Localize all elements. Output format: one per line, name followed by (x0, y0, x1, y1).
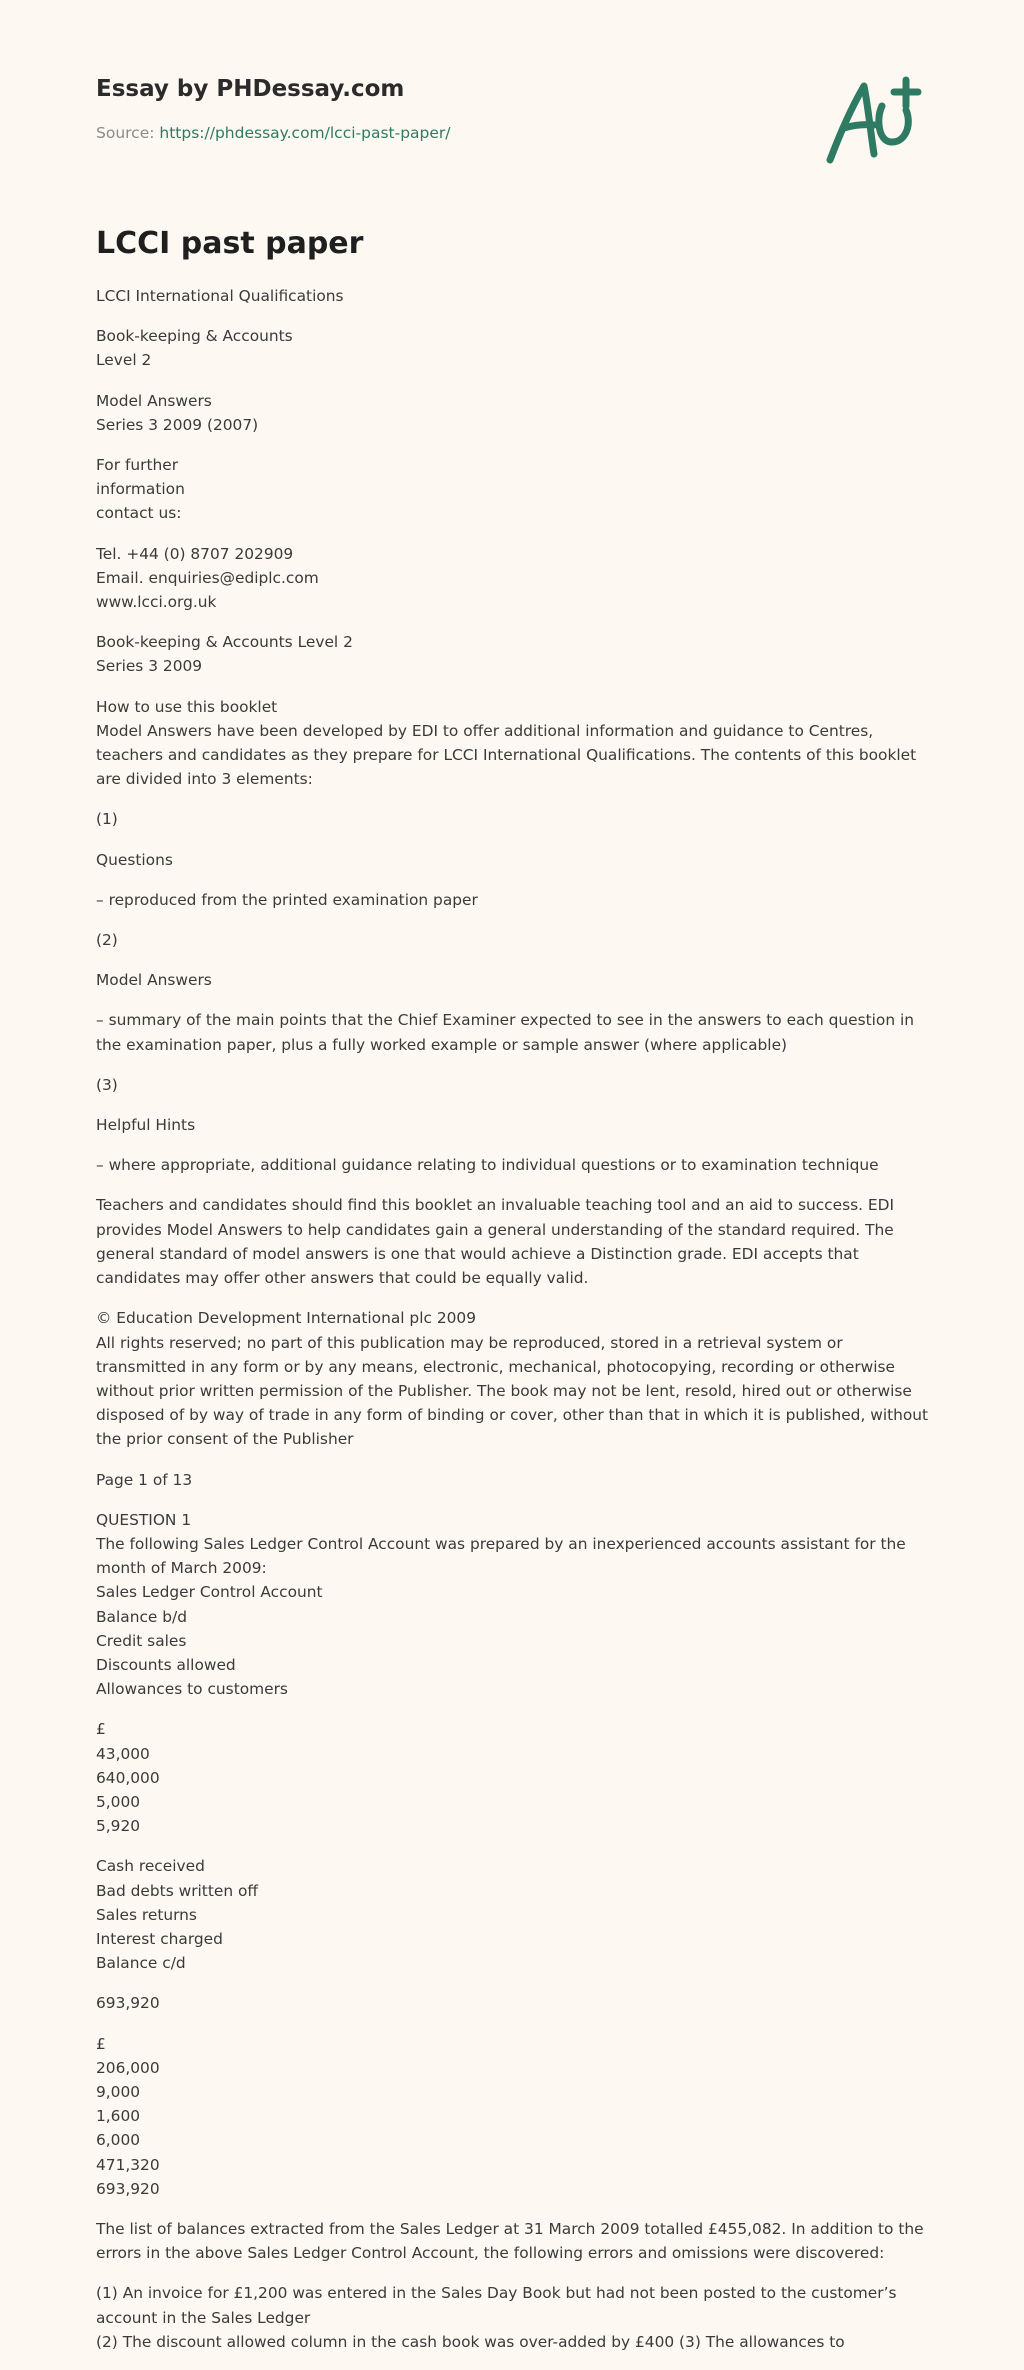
paragraph-line: Balance c/d (96, 1954, 186, 1973)
paragraph-line: Cash received (96, 1857, 205, 1876)
paragraph-line: 6,000 (96, 2131, 141, 2150)
paragraph-line: Credit sales (96, 1631, 187, 1650)
body-paragraph (96, 1113, 932, 1137)
paragraph-line: www.lcci.org.uk (96, 593, 217, 612)
paragraph-line: 471,320 (96, 2155, 160, 2174)
body-paragraph (96, 2281, 932, 2354)
paragraph-line: © Education Development International plc 2009 (96, 1309, 476, 1328)
body-paragraph (96, 1153, 932, 1177)
paragraph-line: Series 3 2009 (96, 657, 203, 676)
paragraph-line: – reproduced from the printed examination paper (96, 890, 478, 909)
paragraph-line: Helpful Hints (96, 1116, 196, 1135)
paragraph-line: Model Answers have been developed by EDI to offer additional information and guidance to Centres, teachers and candidates as they prepare for LCCI International Qualifications. The contents of this booklet are divided into 3 elements: (96, 721, 917, 789)
paragraph-line: Teachers and candidates should find this booklet an invaluable teaching tool and an aid to success. EDI provides Model Answers to help candidates gain a general understanding of the standard required. The general standard of model answers is one that would achieve a Distinction grade. EDI accepts that candidates may offer other answers that could be equally valid. (96, 1196, 895, 1288)
body-paragraph (96, 1073, 932, 1097)
paragraph-line: 1,600 (96, 2107, 141, 2126)
body-paragraph (96, 1306, 932, 1451)
body-paragraph (96, 542, 932, 615)
body-paragraph (96, 888, 932, 912)
paragraph-line: Questions (96, 850, 173, 869)
paragraph-line: Book-keeping & Accounts (96, 327, 293, 346)
paragraph-line: (2) The discount allowed column in the cash book was over-added by £400 (3) The allowances to (96, 2332, 845, 2351)
body-paragraph (96, 1508, 932, 1702)
paragraph-line: Allowances to customers (96, 1680, 288, 1699)
paragraph-line: Sales returns (96, 1905, 197, 1924)
paragraph-line: – summary of the main points that the Chief Examiner expected to see in the answers to each question in the examination paper, plus a fully worked example or sample answer (where applicable) (96, 1011, 915, 1054)
source-link[interactable]: https://phdessay.com/lcci-past-paper/ (159, 124, 451, 142)
body-paragraph (96, 1193, 932, 1290)
paragraph-line: The following Sales Ledger Control Account was prepared by an inexperienced accounts assistant for the month of March 2009: (96, 1534, 906, 1578)
paragraph-line: Bad debts written off (96, 1881, 258, 1900)
body-paragraph (96, 1008, 932, 1056)
paragraph-line: 5,920 (96, 1817, 141, 1836)
body-paragraph (96, 284, 932, 308)
paragraph-line: 693,920 (96, 2179, 160, 2198)
paragraph-line: All rights reserved; no part of this publication may be reproduced, stored in a retrieval system or transmitted in any form or by any means, electronic, mechanical, photocopying, recording or otherwise without prior written permission of the Publisher. The book may not be lent, resold, hired out or otherwise disposed of by way of trade in any form of binding or cover, other than that in which it is published, without the prior consent of the Publisher (96, 1333, 929, 1449)
essay-header (96, 72, 928, 182)
paragraph-line: Discounts allowed (96, 1655, 236, 1674)
paragraph-line: LCCI International Qualifications (96, 287, 344, 305)
paragraph-line: 43,000 (96, 1744, 150, 1763)
paragraph-line: Email. enquiries@ediplc.com (96, 568, 319, 587)
paragraph-line: (2) (96, 931, 118, 950)
body-paragraph (96, 2217, 932, 2265)
paragraph-line: (3) (96, 1075, 118, 1094)
paragraph-line: £ (96, 2034, 106, 2053)
site-title: Essay by PHDessay.com (96, 76, 405, 102)
paragraph-line: Book-keeping & Accounts Level 2 (96, 633, 353, 652)
body-paragraph (96, 2032, 932, 2201)
body-paragraph (96, 848, 932, 872)
paragraph-line: Balance b/d (96, 1607, 187, 1626)
paragraph-line: – where appropriate, additional guidance relating to individual questions or to examination technique (96, 1156, 879, 1175)
paragraph-line: 693,920 (96, 1994, 160, 2013)
paragraph-line: 640,000 (96, 1768, 160, 1787)
body-paragraph (96, 389, 932, 437)
paragraph-line: Sales Ledger Control Account (96, 1583, 323, 1602)
document-body (96, 284, 932, 2370)
body-paragraph (96, 807, 932, 831)
paragraph-line: Level 2 (96, 351, 152, 370)
a-plus-logo-icon (818, 72, 928, 172)
paragraph-line: information (96, 480, 185, 499)
body-paragraph (96, 1991, 932, 2015)
paragraph-line: Interest charged (96, 1929, 223, 1948)
paragraph-line: 206,000 (96, 2058, 160, 2077)
paragraph-line: £ (96, 1720, 106, 1739)
paragraph-line: (1) (96, 810, 118, 829)
paragraph-line: The list of balances extracted from the Sales Ledger at 31 March 2009 totalled £455,082. In addition to the errors in the above Sales Ledger Control Account, the following errors and omissions were discovered: (96, 2220, 924, 2263)
body-paragraph (96, 928, 932, 952)
paragraph-line: Tel. +44 (0) 8707 202909 (96, 544, 294, 563)
paragraph-line: QUESTION 1 (96, 1510, 192, 1529)
paragraph-line: (1) An invoice for £1,200 was entered in the Sales Day Book but had not been posted to the customer’s account in the Sales Ledger (96, 2284, 897, 2327)
source-line (96, 124, 451, 142)
paragraph-line: Model Answers (96, 391, 212, 410)
paragraph-line: Model Answers (96, 971, 212, 990)
paragraph-line: contact us: (96, 504, 182, 523)
body-paragraph (96, 1717, 932, 1838)
body-paragraph (96, 324, 932, 372)
paragraph-line: 5,000 (96, 1792, 141, 1811)
paragraph-line: Page 1 of 13 (96, 1470, 193, 1489)
body-paragraph (96, 1854, 932, 1975)
body-paragraph (96, 453, 932, 526)
body-paragraph (96, 695, 932, 792)
body-paragraph (96, 630, 932, 678)
paragraph-line: For further (96, 456, 179, 475)
paragraph-line: 9,000 (96, 2082, 141, 2101)
paragraph-line: How to use this booklet (96, 697, 278, 716)
source-label: Source: (96, 124, 155, 142)
paragraph-line: Series 3 2009 (2007) (96, 415, 259, 434)
body-paragraph (96, 1468, 932, 1492)
body-paragraph (96, 968, 932, 992)
document-title: LCCI past paper (96, 226, 364, 261)
